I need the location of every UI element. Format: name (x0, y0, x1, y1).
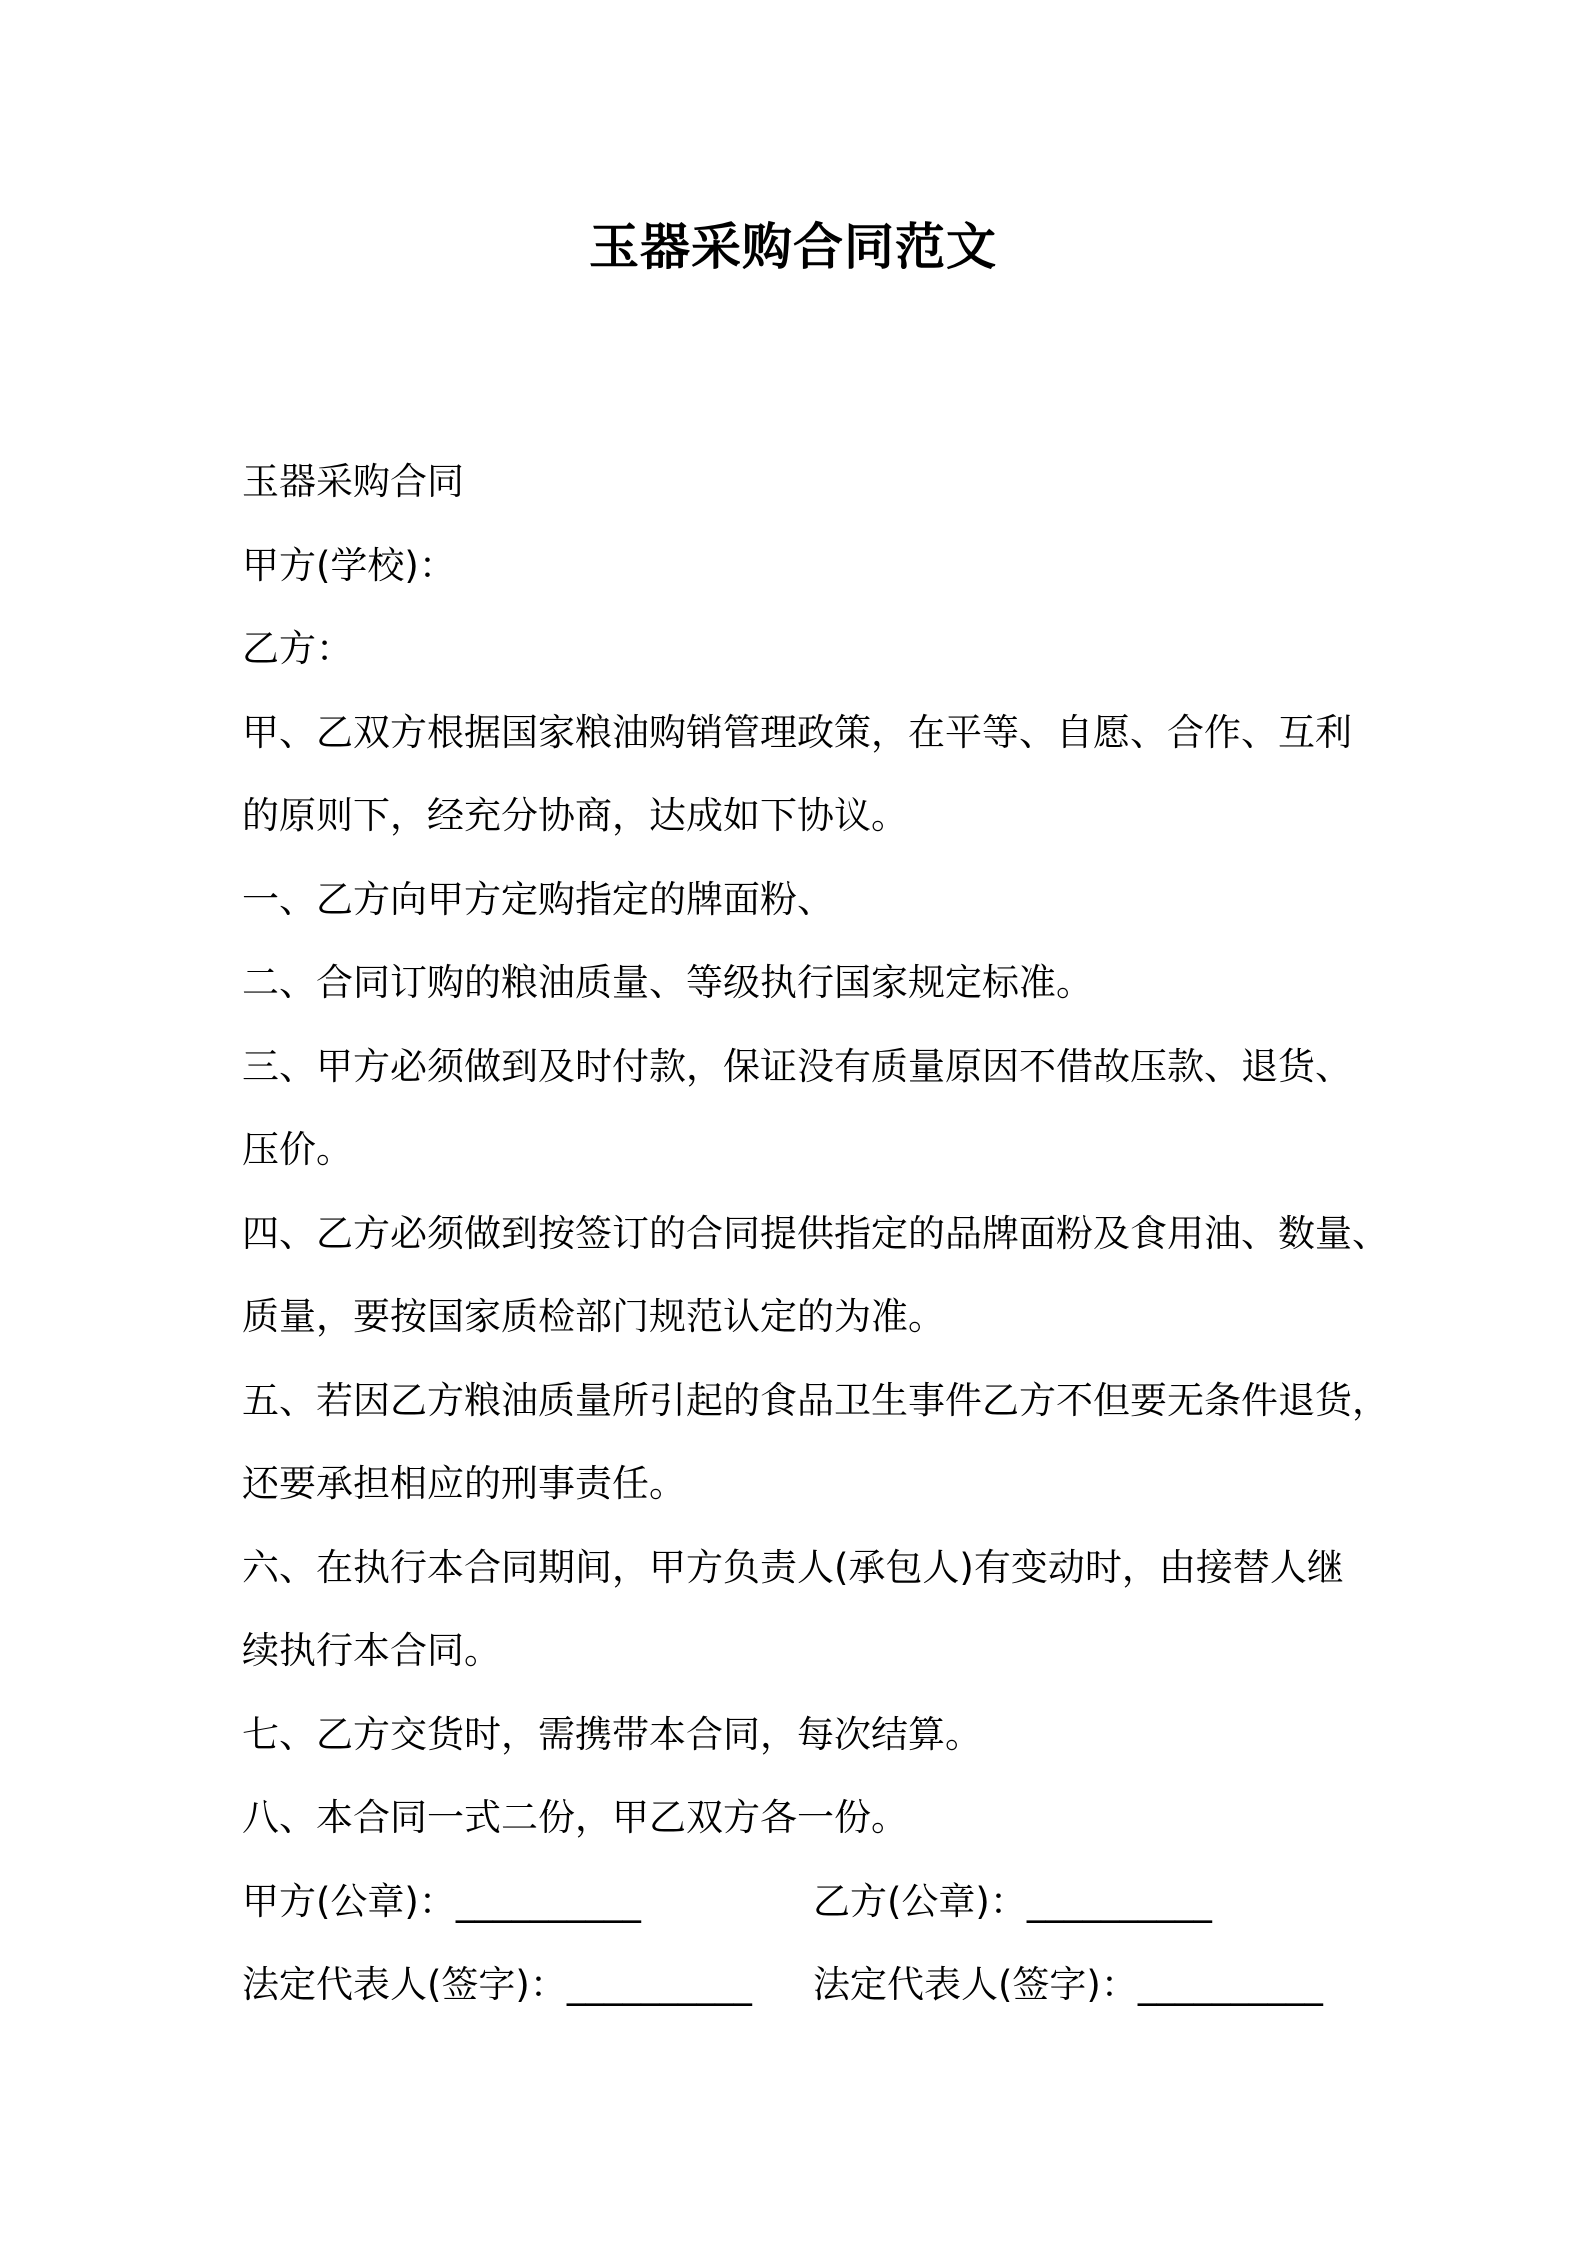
party-b-line: 乙方： (242, 627, 353, 670)
clause-5-line-2: 还要承担相应的刑事责任。 (242, 1462, 686, 1505)
party-a-representative-field: 法定代表人(签字)：__________ (242, 1963, 752, 2006)
contract-heading: 玉器采购合同 (242, 460, 464, 503)
clause-7: 七、乙方交货时，需携带本合同，每次结算。 (242, 1712, 982, 1756)
clause-2: 二、合同订购的粮油质量、等级执行国家规定标准。 (242, 961, 1093, 1004)
preamble-line-1: 甲、乙双方根据国家粮油购销管理政策，在平等、自愿、合作、互利 (242, 710, 1352, 754)
clause-6-line-2: 续执行本合同。 (242, 1629, 501, 1672)
party-b-seal-field: 乙方(公章)：__________ (813, 1879, 1212, 1923)
party-a-seal-field: 甲方(公章)：__________ (242, 1879, 641, 1923)
clause-4-line-2: 质量，要按国家质检部门规范认定的为准。 (242, 1295, 945, 1338)
clause-5-line-1: 五、若因乙方粮油质量所引起的食品卫生事件乙方不但要无条件退货， (242, 1378, 1389, 1422)
document-title: 玉器采购合同范文 (589, 218, 997, 276)
clause-3-line-1: 三、甲方必须做到及时付款，保证没有质量原因不借故压款、退货、 (242, 1044, 1352, 1088)
preamble-line-2: 的原则下，经充分协商，达成如下协议。 (242, 794, 908, 837)
party-a-line: 甲方(学校)： (242, 543, 456, 587)
clause-1: 一、乙方向甲方定购指定的牌面粉、 (242, 877, 834, 921)
clause-6-line-1: 六、在执行本合同期间，甲方负责人(承包人)有变动时，由接替人继 (242, 1545, 1344, 1589)
clause-4-line-1: 四、乙方必须做到按签订的合同提供指定的品牌面粉及食用油、数量、 (242, 1211, 1389, 1255)
party-b-representative-field: 法定代表人(签字)：__________ (813, 1963, 1323, 2006)
document-body (242, 440, 1392, 2027)
clause-3-line-2: 压价。 (242, 1128, 353, 1171)
clause-8: 八、本合同一式二份，甲乙双方各一份。 (242, 1796, 908, 1839)
seal-signature-row (242, 1860, 1392, 1944)
representative-signature-row (242, 1943, 1392, 2027)
